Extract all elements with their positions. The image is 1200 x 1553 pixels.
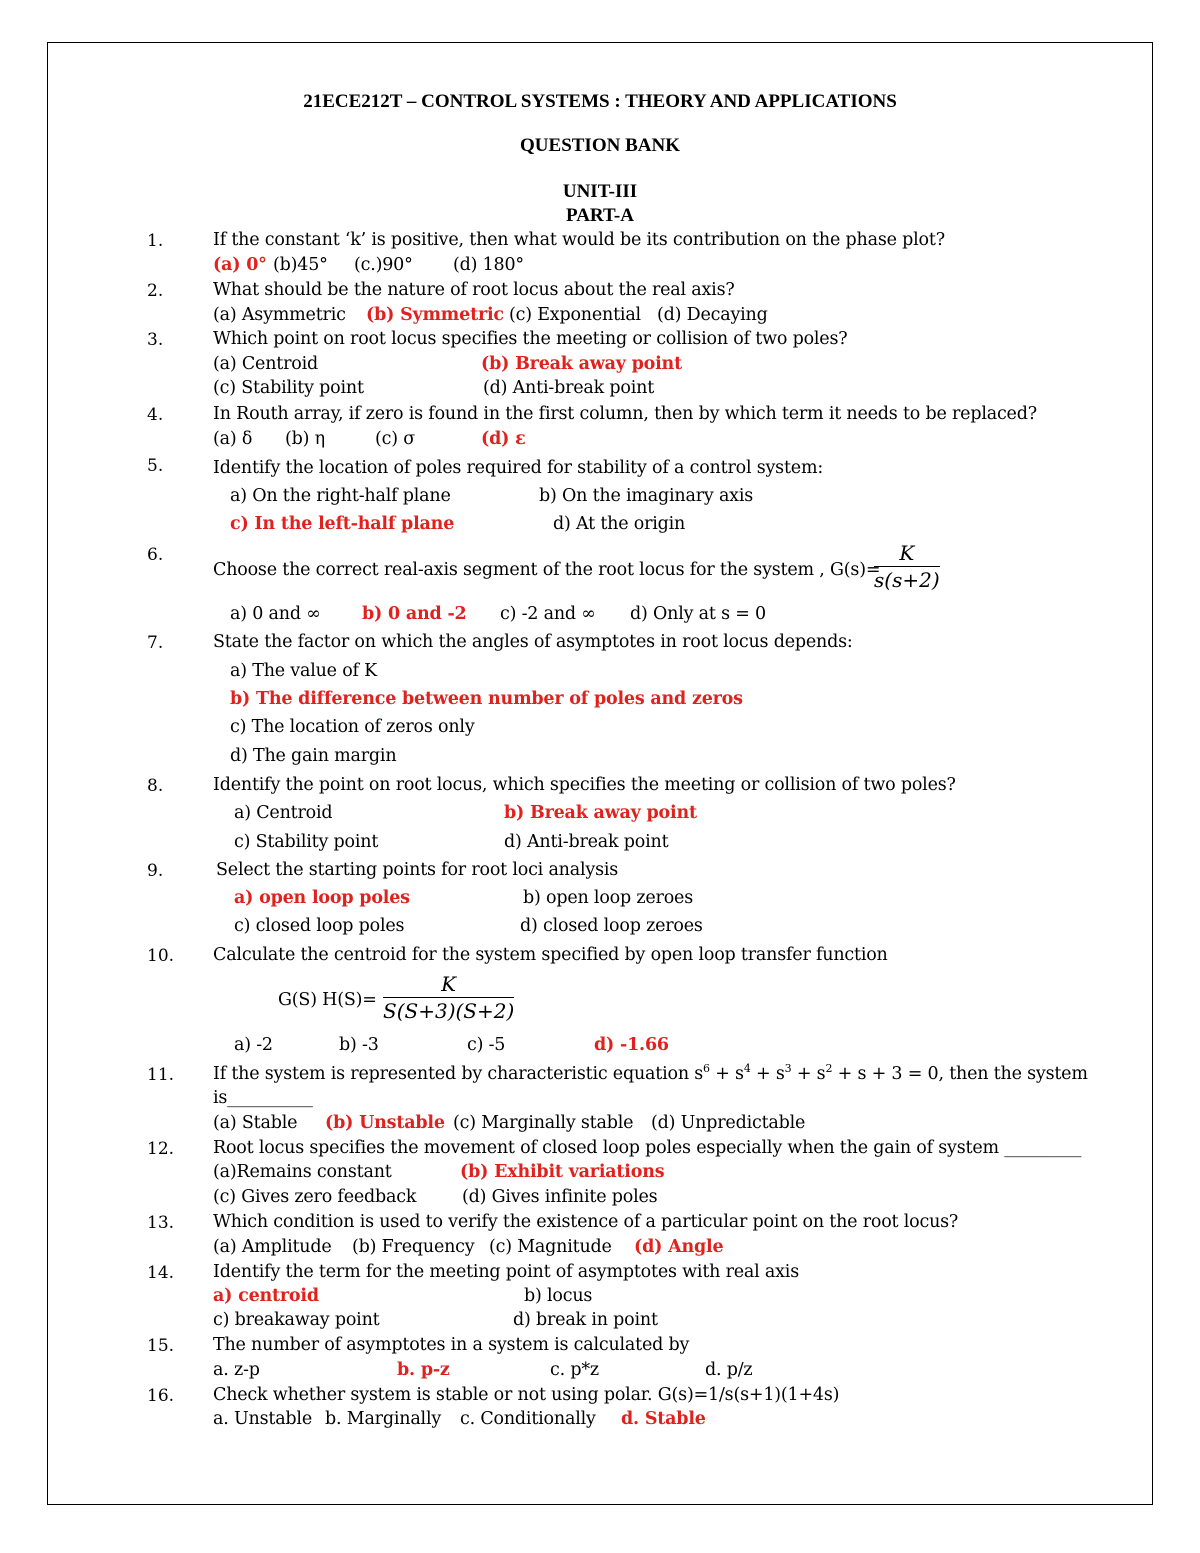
question-text: Root locus specifies the movement of closed loop poles especially when the gain of system _________	[213, 1138, 1082, 1158]
option-b: b) Break away point	[504, 803, 697, 823]
exponent: 6	[703, 1062, 710, 1076]
question-number: 4.	[147, 405, 164, 425]
part-title: PART-A	[566, 205, 634, 226]
question-number: 5.	[147, 456, 164, 476]
question-text	[213, 1064, 1088, 1084]
question-number: 12.	[147, 1139, 175, 1159]
option-a: (a) Asymmetric	[213, 305, 346, 325]
option-b: (b) Frequency	[352, 1237, 475, 1257]
option-a: (a) 0°	[213, 255, 267, 275]
option-a: (a) Stable	[213, 1113, 298, 1133]
option-a: a. z-p	[213, 1360, 260, 1380]
option-d: (d) Gives infinite poles	[462, 1187, 658, 1207]
option-d: (d) ε	[481, 429, 526, 449]
option-a: a) centroid	[213, 1286, 319, 1306]
option-d: d. Stable	[621, 1409, 706, 1429]
question-text: Calculate the centroid for the system specified by open loop transfer function	[213, 945, 888, 965]
option-c: (c.)90°	[354, 255, 413, 275]
question-text: Select the starting points for root loci analysis	[216, 860, 619, 880]
question-text: State the factor on which the angles of asymptotes in root locus depends:	[213, 632, 853, 652]
option-b: b) -3	[339, 1035, 379, 1055]
fraction-numerator: K	[874, 541, 940, 567]
option-a: a) On the right-half plane	[230, 486, 451, 506]
option-d: d) Anti-break point	[504, 832, 669, 852]
question-number: 8.	[147, 776, 164, 796]
question-text: The number of asymptotes in a system is calculated by	[213, 1335, 690, 1355]
fraction-numerator: K	[383, 972, 514, 998]
transfer-function-fraction	[383, 972, 514, 1023]
option-a: a) The value of K	[230, 661, 378, 681]
question-number: 6.	[147, 545, 164, 565]
option-d: (d) Anti-break point	[483, 378, 655, 398]
question-number: 2.	[147, 281, 164, 301]
option-d: (d) 180°	[453, 255, 524, 275]
option-c: (c) σ	[375, 429, 415, 449]
option-b: (b)45°	[273, 255, 328, 275]
question-text: Choose the correct real-axis segment of the root locus for the system , G(s)=	[213, 560, 881, 580]
transfer-function-lhs: G(S) H(S)=	[278, 990, 377, 1010]
option-d: (d) Angle	[634, 1237, 724, 1257]
option-b: b) 0 and -2	[362, 604, 467, 624]
exponent: 3	[784, 1062, 792, 1076]
option-b: b) The difference between number of poles and zeros	[230, 689, 743, 709]
question-number: 9.	[147, 861, 164, 881]
equation-part: + s + 3 = 0, then the system	[832, 1064, 1088, 1084]
question-text: Identify the location of poles required for stability of a control system:	[213, 458, 824, 478]
option-b: b. p-z	[397, 1360, 450, 1380]
question-number: 16.	[147, 1386, 175, 1406]
option-d: d) break in point	[513, 1310, 658, 1330]
option-b: (b) Unstable	[325, 1113, 445, 1133]
option-a: a) Centroid	[234, 803, 333, 823]
option-a: a) -2	[234, 1035, 273, 1055]
option-b: b) locus	[524, 1286, 593, 1306]
option-c: (c) Marginally stable	[453, 1113, 634, 1133]
question-number: 10.	[147, 946, 175, 966]
option-d: (d) Unpredictable	[651, 1113, 806, 1133]
transfer-function-fraction	[874, 541, 940, 592]
option-b: (b) Break away point	[481, 354, 682, 374]
question-text: In Routh array, if zero is found in the first column, then by which term it needs to be replaced?	[213, 404, 1037, 424]
exponent: 2	[825, 1062, 833, 1076]
fraction-denominator: s(s+2)	[874, 568, 940, 592]
equation-part: + s	[750, 1064, 785, 1084]
question-text: Check whether system is stable or not using polar. G(s)=1/s(s+1)(1+4s)	[213, 1385, 840, 1405]
option-a: (a) δ	[213, 429, 253, 449]
option-c: c) breakaway point	[213, 1310, 380, 1330]
equation-part: + s	[791, 1064, 826, 1084]
question-number: 7.	[147, 633, 164, 653]
option-c: c) In the left-half plane	[230, 514, 455, 534]
option-a: (a)Remains constant	[213, 1162, 392, 1182]
option-c: c) -5	[467, 1035, 506, 1055]
fraction-denominator: S(S+3)(S+2)	[383, 999, 515, 1023]
option-d: d) Only at s = 0	[630, 604, 766, 624]
option-c: c. p*z	[550, 1360, 599, 1380]
option-d: d) At the origin	[553, 514, 686, 534]
equation-part: If the system is represented by characteristic equation s	[213, 1064, 704, 1084]
option-d: (d) Decaying	[657, 305, 768, 325]
question-number: 1.	[147, 231, 164, 251]
option-c: c) The location of zeros only	[230, 717, 475, 737]
option-a: a. Unstable	[213, 1409, 312, 1429]
question-text: Identify the point on root locus, which specifies the meeting or collision of two poles?	[213, 775, 956, 795]
question-number: 13.	[147, 1213, 175, 1233]
option-d: d. p/z	[705, 1360, 753, 1380]
option-c: c) closed loop poles	[234, 916, 405, 936]
question-text: If the constant ‘k’ is positive, then what would be its contribution on the phase plot?	[213, 230, 945, 250]
question-number: 15.	[147, 1336, 175, 1356]
option-a: (a) Centroid	[213, 354, 319, 374]
option-c: (c) Magnitude	[489, 1237, 612, 1257]
question-text: Which point on root locus specifies the meeting or collision of two poles?	[213, 329, 848, 349]
option-c: c) -2 and ∞	[500, 604, 596, 624]
option-c: (c) Gives zero feedback	[213, 1187, 417, 1207]
option-c: (c) Stability point	[213, 378, 364, 398]
option-d: d) -1.66	[594, 1035, 669, 1055]
question-text: What should be the nature of root locus about the real axis?	[213, 280, 735, 300]
option-b: b) open loop zeroes	[523, 888, 693, 908]
question-number: 11.	[147, 1065, 175, 1085]
exponent: 4	[743, 1062, 751, 1076]
option-b: (b) Symmetric	[366, 305, 504, 325]
option-a: a) 0 and ∞	[230, 604, 321, 624]
option-c: (c) Exponential	[509, 305, 641, 325]
course-title: 21ECE212T – CONTROL SYSTEMS : THEORY AND APPLICATIONS	[303, 91, 897, 112]
option-a: (a) Amplitude	[213, 1237, 332, 1257]
question-number: 3.	[147, 330, 164, 350]
option-c: c. Conditionally	[460, 1409, 596, 1429]
option-b: b) On the imaginary axis	[539, 486, 754, 506]
document-title: QUESTION BANK	[520, 135, 680, 156]
option-c: c) Stability point	[234, 832, 379, 852]
option-b: (b) η	[285, 429, 325, 449]
option-d: d) closed loop zeroes	[520, 916, 703, 936]
question-text: Identify the term for the meeting point of asymptotes with real axis	[213, 1262, 799, 1282]
equation-part: + s	[709, 1064, 744, 1084]
option-a: a) open loop poles	[234, 888, 410, 908]
option-b: b. Marginally	[325, 1409, 442, 1429]
option-d: d) The gain margin	[230, 746, 397, 766]
question-text-continued: is__________	[213, 1088, 313, 1108]
option-b: (b) Exhibit variations	[460, 1162, 665, 1182]
question-number: 14.	[147, 1263, 175, 1283]
unit-title: UNIT-III	[562, 181, 638, 202]
question-text: Which condition is used to verify the existence of a particular point on the root locus?	[213, 1212, 959, 1232]
